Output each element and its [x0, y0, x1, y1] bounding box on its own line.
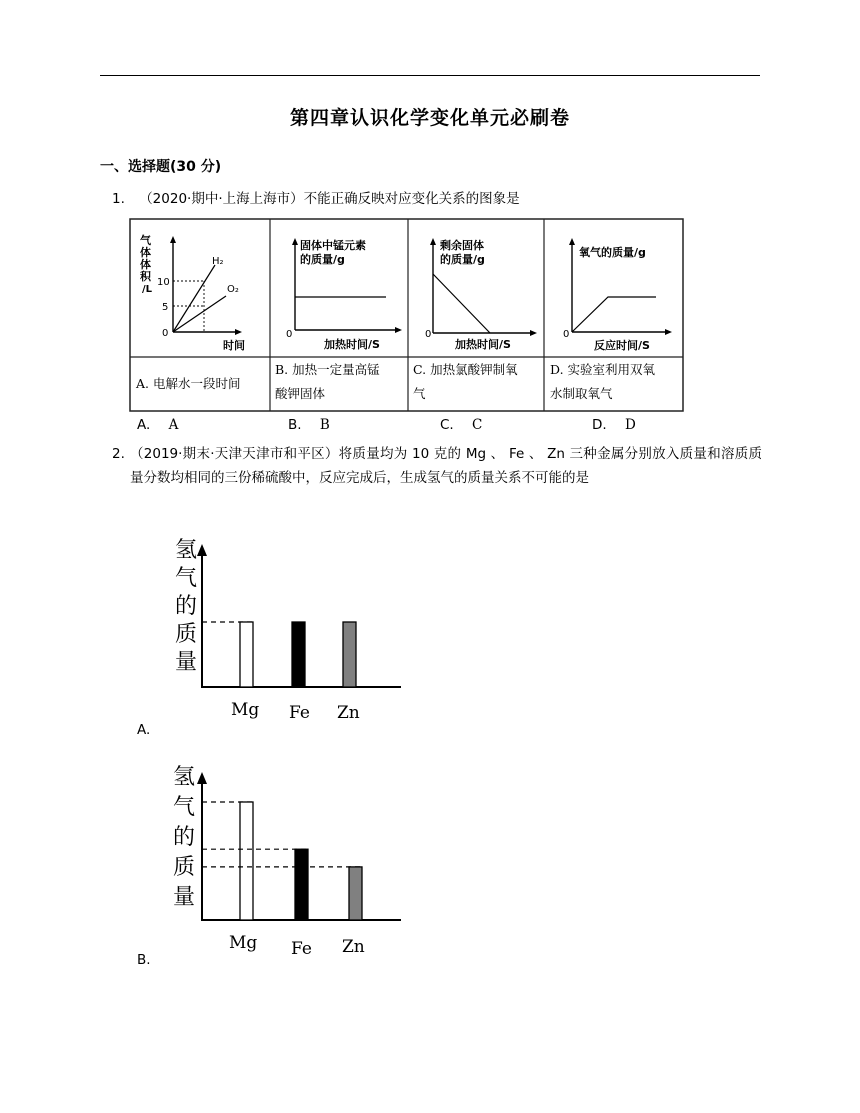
panel-a-ylabel: 气: [140, 234, 151, 247]
option-value: C: [472, 417, 483, 433]
question-1-stem: [112, 187, 520, 207]
panel-d-ylabel: 氧气的质量/g: [579, 246, 646, 259]
bar-fe: [292, 622, 305, 687]
panel-d-caption: D. 实验室利用双氧: [550, 362, 656, 377]
panel-c-xlabel: 加热时间/S: [455, 338, 511, 351]
chart-ylabel: 质: [175, 622, 198, 647]
question-1-figure: [128, 212, 688, 412]
bar-mg: [240, 802, 253, 920]
tick-label: 10: [157, 277, 170, 288]
chart-ylabel: 的: [175, 594, 198, 619]
option-d[interactable]: [592, 417, 636, 433]
bar-group: [202, 622, 356, 687]
q2-option-a-label[interactable]: A.: [137, 722, 151, 738]
chart-ylabel: 氢: [173, 765, 196, 790]
panel-b-caption: B. 加热一定量高锰: [275, 362, 380, 377]
chart-ylabel: 气: [173, 795, 196, 820]
chart-ylabel: 质: [173, 855, 196, 880]
option-b[interactable]: [288, 417, 330, 433]
chart-ylabel: 气: [175, 566, 198, 591]
option-a-bar-chart: [165, 532, 410, 724]
option-value: A: [168, 417, 179, 433]
category-label: Mg: [229, 933, 258, 953]
section-heading: 一、选择题(30 分): [100, 159, 222, 175]
page-title: 第四章认识化学变化单元必刷卷: [289, 107, 570, 129]
header-rule: [100, 75, 760, 76]
origin-label: 0: [162, 328, 169, 339]
bar-group: [202, 802, 362, 920]
panel-c-ylabel: 的质量/g: [440, 253, 485, 266]
option-label: A.: [137, 417, 151, 433]
option-label: C.: [440, 417, 454, 433]
chart-ylabel: 量: [173, 885, 196, 910]
category-label: Zn: [337, 703, 360, 723]
option-value: B: [319, 417, 330, 433]
category-label: Fe: [289, 703, 310, 723]
question-2-text: （2019·期末·天津天津市和平区）将质量均为 10 克的 Mg 、 Fe 、 Zn 三种金属分别放入质量和溶质质量分数均相同的三份稀硫酸中，反应完成后，生成氢气的质量关系不可能的是: [130, 446, 762, 486]
panel-b-xlabel: 加热时间/S: [324, 338, 380, 351]
panel-b-ylabel: 的质量/g: [300, 253, 345, 266]
question-2-number: 2.: [112, 446, 125, 462]
chart-ylabel: 氢: [175, 538, 198, 563]
panel-a-ylabel: /L: [142, 284, 153, 295]
panel-c-caption: C. 加热氯酸钾制氧: [413, 362, 518, 377]
option-value: D: [624, 417, 636, 433]
chart-ylabel: 的: [173, 825, 196, 850]
y-axis-arrow: [197, 772, 207, 784]
question-2-stem: [112, 442, 762, 490]
q2-option-b-label[interactable]: B.: [137, 952, 151, 968]
panel-a-ylabel: 体: [140, 246, 151, 259]
panel-d-caption: 水制取氧气: [550, 386, 613, 401]
option-label: B.: [288, 417, 302, 433]
panel-d-xlabel: 反应时间/S: [594, 339, 650, 352]
option-c[interactable]: [440, 417, 482, 433]
panel-a-xlabel: 时间: [223, 339, 245, 352]
bar-zn: [343, 622, 356, 687]
panel-a-ylabel: 体: [140, 258, 151, 271]
tick-label: 5: [162, 302, 169, 313]
question-1-text: （2020·期中·上海上海市）不能正确反映对应变化关系的图象是: [139, 191, 520, 207]
o2-label: O₂: [227, 284, 239, 295]
option-label: D.: [592, 417, 607, 433]
category-label: Mg: [231, 700, 260, 720]
panel-a-caption: A. 电解水一段时间: [136, 376, 241, 391]
category-label: Fe: [291, 939, 312, 959]
panel-c-ylabel: 剩余固体: [440, 239, 484, 252]
option-a[interactable]: [137, 417, 178, 433]
panel-b-ylabel: 固体中锰元素: [300, 239, 366, 252]
panel-a-ylabel: 积: [140, 270, 151, 283]
y-axis-arrow: [197, 544, 207, 556]
origin-label: 0: [425, 329, 432, 340]
bar-mg: [240, 622, 253, 687]
bar-fe: [295, 849, 308, 920]
panel-c-caption: 气: [413, 386, 426, 401]
h2-label: H₂: [212, 256, 224, 267]
chart-ylabel: 量: [175, 650, 198, 675]
category-label: Zn: [342, 937, 365, 957]
origin-label: 0: [563, 329, 570, 340]
origin-label: 0: [286, 329, 293, 340]
panel-b-caption: 酸钾固体: [275, 386, 326, 401]
option-b-bar-chart: [165, 762, 410, 960]
bar-zn: [349, 867, 362, 920]
question-1-number: 1.: [112, 191, 125, 207]
